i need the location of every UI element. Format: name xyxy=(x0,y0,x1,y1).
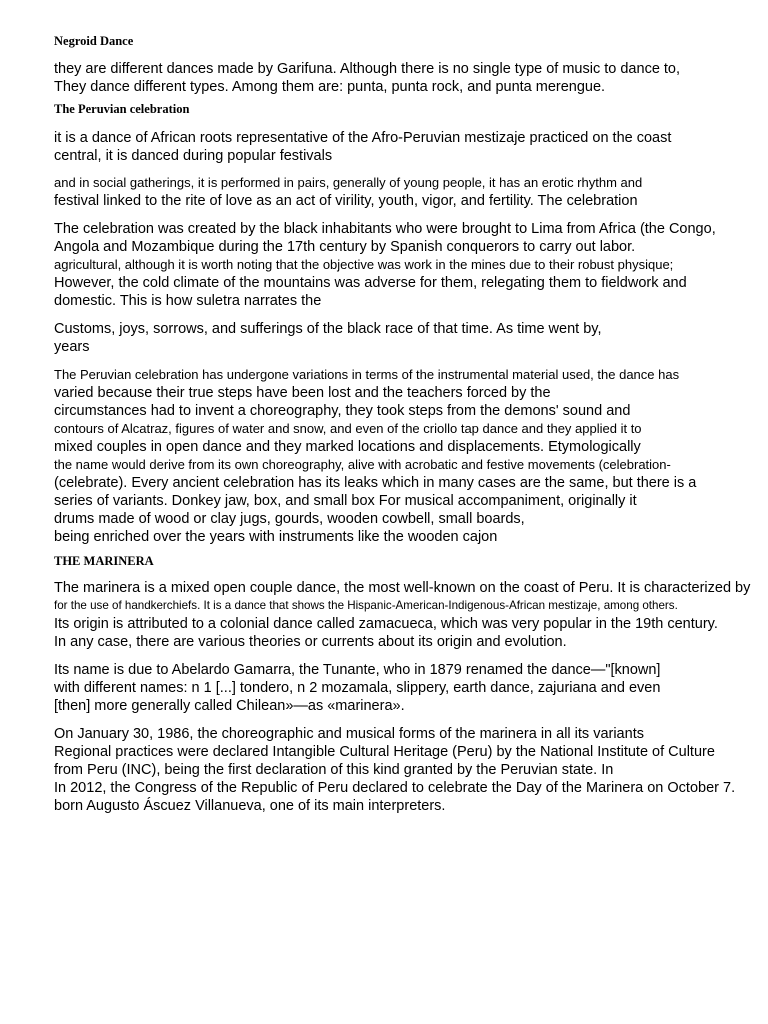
text-line: mixed couples in open dance and they marked locations and displacements. Etymologically xyxy=(54,439,641,455)
paragraph-marinera-name xyxy=(54,661,768,715)
text-line: Customs, joys, sorrows, and sufferings of the black race of that time. As time went by, xyxy=(54,321,602,337)
text-line: agricultural, although it is worth noting that the objective was work in the mines due to their robust physique; xyxy=(54,257,674,272)
paragraph-marinera-intro xyxy=(54,579,768,651)
text-line: being enriched over the years with instruments like the wooden cajon xyxy=(54,529,498,545)
text-line: domestic. This is how suletra narrates the xyxy=(54,293,322,309)
text-line: They dance different types. Among them are: punta, punta rock, and punta merengue. xyxy=(54,79,606,95)
text-line: circumstances had to invent a choreography, they took steps from the demons' sound and xyxy=(54,403,631,419)
text-line: and in social gatherings, it is performed in pairs, generally of young people, it has an erotic rhythm and xyxy=(54,175,643,190)
text-line: Angola and Mozambique during the 17th century by Spanish conquerors to carry out labor. xyxy=(54,239,636,255)
paragraph-marinera-heritage xyxy=(54,725,768,815)
paragraph-customs xyxy=(54,320,768,356)
text-line: festival linked to the rite of love as an act of virility, youth, vigor, and fertility. The celebration xyxy=(54,193,638,209)
text-line: The marinera is a mixed open couple dance, the most well-known on the coast of Peru. It is characterized by xyxy=(54,580,751,596)
text-line: The Peruvian celebration has undergone variations in terms of the instrumental material used, the dance has xyxy=(54,367,680,382)
paragraph-african-roots xyxy=(54,129,768,165)
text-line: the name would derive from its own choreography, alive with acrobatic and festive movements (celebration- xyxy=(54,457,671,472)
paragraph-garifuna xyxy=(54,60,768,96)
text-line: from Peru (INC), being the first declaration of this kind granted by the Peruvian state. In xyxy=(54,762,614,778)
text-line: years xyxy=(54,339,90,355)
text-line: series of variants. Donkey jaw, box, and small box For musical accompaniment, originally it xyxy=(54,493,637,509)
text-line: it is a dance of African roots representative of the Afro-Peruvian mestizaje practiced on the coast xyxy=(54,130,672,146)
paragraph-celebration-origin xyxy=(54,220,768,310)
paragraph-social-gatherings xyxy=(54,174,768,210)
text-line: they are different dances made by Garifuna. Although there is no single type of music to dance to, xyxy=(54,61,681,77)
text-line: On January 30, 1986, the choreographic and musical forms of the marinera in all its variants xyxy=(54,726,644,742)
text-line: for the use of handkerchiefs. It is a dance that shows the Hispanic-American-Indigenous-African mestizaje, among others. xyxy=(54,599,678,612)
text-line: (celebrate). Every ancient celebration has its leaks which in many cases are the same, but there is a xyxy=(54,475,697,491)
text-line: central, it is danced during popular festivals xyxy=(54,148,333,164)
text-line: Regional practices were declared Intangible Cultural Heritage (Peru) by the National Institute of Culture xyxy=(54,744,715,760)
text-line: The celebration was created by the black inhabitants who were brought to Lima from Africa (the Congo, xyxy=(54,221,716,237)
text-line: contours of Alcatraz, figures of water and snow, and even of the criollo tap dance and they applied it to xyxy=(54,421,642,436)
text-line: In any case, there are various theories or currents about its origin and evolution. xyxy=(54,634,567,650)
paragraph-variations xyxy=(54,366,768,546)
document-page xyxy=(54,34,768,815)
text-line: drums made of wood or clay jugs, gourds, wooden cowbell, small boards, xyxy=(54,511,525,527)
text-line: born Augusto Áscuez Villanueva, one of its main interpreters. xyxy=(54,798,446,814)
text-line: In 2012, the Congress of the Republic of Peru declared to celebrate the Day of the Marinera on October 7. xyxy=(54,780,736,796)
text-line: varied because their true steps have been lost and the teachers forced by the xyxy=(54,385,551,401)
heading-marinera: THE MARINERA xyxy=(54,554,154,568)
text-line: Its name is due to Abelardo Gamarra, the Tunante, who in 1879 renamed the dance—"[known] xyxy=(54,662,661,678)
text-line: However, the cold climate of the mountains was adverse for them, relegating them to fieldwork and xyxy=(54,275,687,291)
text-line: Its origin is attributed to a colonial dance called zamacueca, which was very popular in the 19th century. xyxy=(54,616,718,632)
heading-peruvian-celebration: The Peruvian celebration xyxy=(54,102,190,116)
text-line: with different names: n 1 [...] tondero, n 2 mozamala, slippery, earth dance, zajuriana and even xyxy=(54,680,661,696)
heading-negroid-dance: Negroid Dance xyxy=(54,34,134,48)
text-line: [then] more generally called Chilean»—as «marinera». xyxy=(54,698,405,714)
